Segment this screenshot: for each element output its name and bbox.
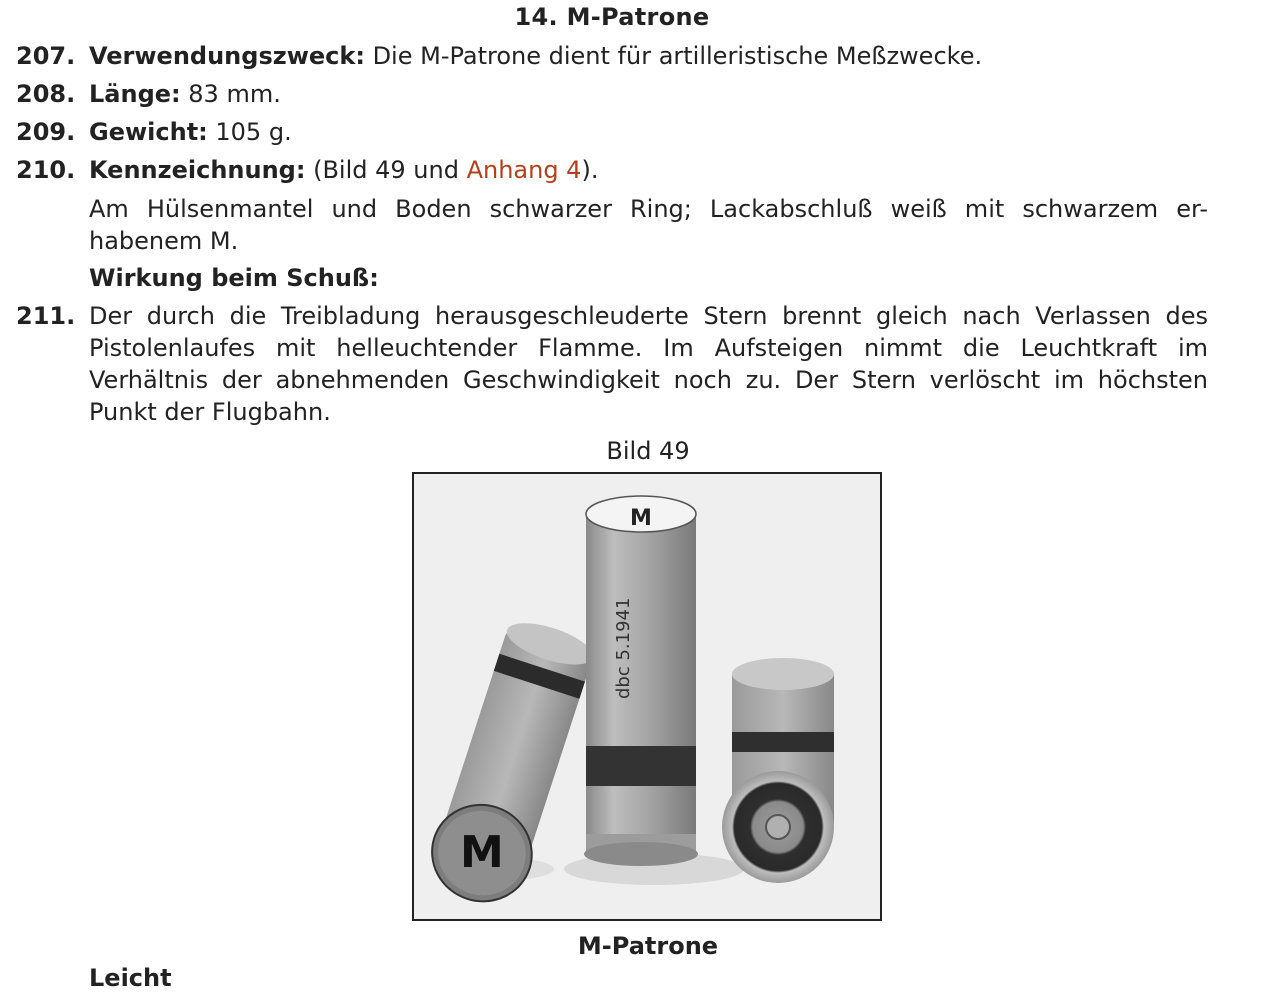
cartridges-illustration — [414, 474, 880, 919]
figure-label: Bild 49 — [606, 437, 690, 465]
item-label: Verwendungszweck: — [89, 42, 365, 70]
kennzeichnung-detail: Am Hülsenmantel und Boden schwarzer Ring; Lackabschluß weiß mit schwarzem er-habenem M. — [89, 195, 1208, 255]
left-cartridge-mark: M — [460, 827, 504, 879]
figure-image — [412, 472, 882, 921]
anhang-link[interactable]: Anhang 4 — [466, 156, 582, 184]
item-number: 211. — [16, 302, 76, 330]
item-207 — [16, 40, 1208, 72]
item-label: Länge: — [89, 80, 181, 108]
item-text: 83 mm. — [180, 80, 281, 108]
item-text: Die M-Patrone dient für artilleristische Meßzwecke. — [364, 42, 983, 70]
item-number: 208. — [16, 80, 76, 108]
figure-caption: M-Patrone — [577, 932, 719, 960]
item-209 — [16, 116, 1208, 148]
cut-off-text: Leicht — [89, 964, 172, 992]
item-text: Der durch die Treibladung herausgeschleuderte Stern brennt gleich nach Verlassen des Pistolenlaufes mit helleuchtender Flamme. Im Aufsteigen nimmt die Leuchtkraft im Verhältnis der abnehmenden Geschwindigkeit noch zu. Der Stern verlöscht im höchsten Punkt der Flugbahn. — [89, 302, 1208, 426]
right-cartridge — [722, 658, 834, 883]
item-208 — [16, 78, 1208, 110]
tall-cartridge-print: dbc 5.1941 — [613, 597, 634, 699]
item-text: (Bild 49 und — [305, 156, 467, 184]
item-number: 210. — [16, 156, 76, 184]
tall-cartridge — [584, 496, 698, 866]
item-text: 105 g. — [207, 118, 292, 146]
item-number: 209. — [16, 118, 76, 146]
item-label: Gewicht: — [89, 118, 208, 146]
section-heading: 14. M-Patrone — [514, 3, 710, 31]
item-text-after: ). — [581, 156, 599, 184]
item-211 — [16, 300, 1208, 428]
item-label: Kennzeichnung: — [89, 156, 306, 184]
item-210 — [16, 154, 1208, 186]
item-number: 207. — [16, 42, 76, 70]
tall-cartridge-mark: M — [630, 506, 652, 531]
subheading: Wirkung beim Schuß: — [89, 264, 379, 292]
